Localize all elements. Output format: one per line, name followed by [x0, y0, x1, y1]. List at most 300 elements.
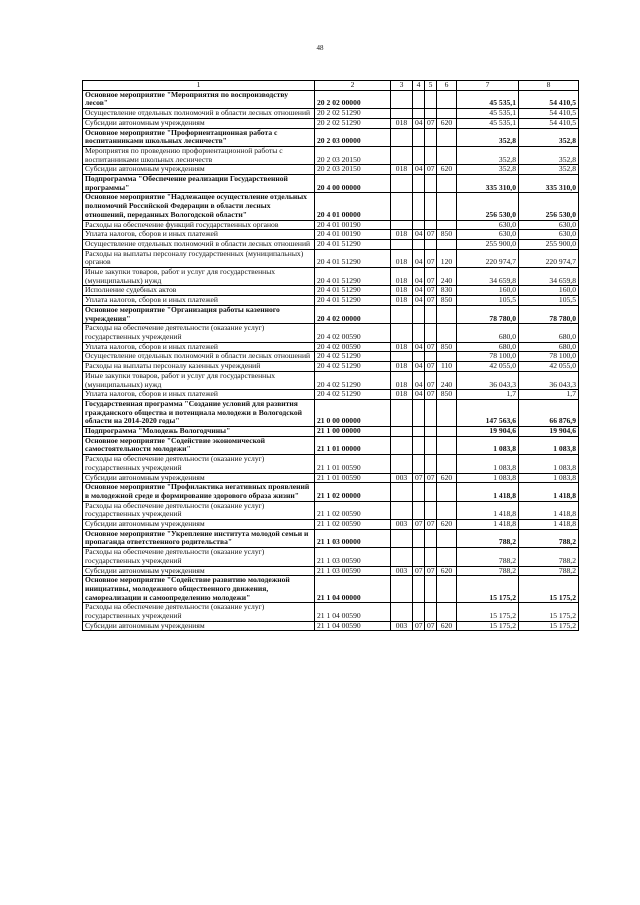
row-code-cell: 20 4 02 00590: [315, 324, 391, 342]
row-section-cell: [413, 352, 425, 362]
row-amount-year-2-cell: 78 780,0: [519, 305, 579, 323]
row-expense-type-cell: 850: [437, 342, 457, 352]
row-name-cell: Расходы на обеспечение деятельности (оказание услуг) государственных учреждений: [83, 548, 315, 566]
row-amount-year-2-cell: 15 175,2: [519, 576, 579, 603]
row-amount-year-2-cell: 36 043,3: [519, 371, 579, 389]
row-expense-type-cell: 620: [437, 621, 457, 631]
row-section-cell: [413, 239, 425, 249]
row-section-cell: [413, 436, 425, 454]
header-cell-code: 2: [315, 81, 391, 91]
row-amount-year-1-cell: 42 055,0: [457, 362, 519, 372]
table-row: [83, 286, 579, 296]
table-row: [83, 165, 579, 175]
row-subsection-cell: [425, 90, 437, 108]
row-code-cell: 20 2 03 00000: [315, 128, 391, 146]
row-expense-type-cell: 850: [437, 390, 457, 400]
header-cell-section: 4: [413, 81, 425, 91]
row-section-cell: [413, 90, 425, 108]
row-amount-year-1-cell: 45 535,1: [457, 118, 519, 128]
row-code-cell: 20 4 01 00000: [315, 193, 391, 220]
row-code-cell: 21 1 04 00590: [315, 621, 391, 631]
row-amount-year-2-cell: 15 175,2: [519, 621, 579, 631]
row-department-cell: 018: [391, 249, 413, 267]
row-subsection-cell: [425, 305, 437, 323]
row-expense-type-cell: 620: [437, 118, 457, 128]
row-amount-year-2-cell: 19 904,6: [519, 427, 579, 437]
row-amount-year-2-cell: 1 418,8: [519, 520, 579, 530]
row-expense-type-cell: 240: [437, 268, 457, 286]
row-subsection-cell: 07: [425, 118, 437, 128]
row-expense-type-cell: [437, 90, 457, 108]
row-amount-year-1-cell: 45 535,1: [457, 109, 519, 119]
row-amount-year-1-cell: 1 083,8: [457, 473, 519, 483]
row-department-cell: 018: [391, 118, 413, 128]
row-amount-year-1-cell: 1 418,8: [457, 483, 519, 501]
row-code-cell: 20 2 02 51290: [315, 109, 391, 119]
row-subsection-cell: 07: [425, 286, 437, 296]
row-section-cell: 07: [413, 520, 425, 530]
row-code-cell: 21 1 02 00000: [315, 483, 391, 501]
row-amount-year-1-cell: 105,5: [457, 296, 519, 306]
row-section-cell: [413, 324, 425, 342]
table-row: [83, 342, 579, 352]
row-subsection-cell: [425, 175, 437, 193]
table-row: [83, 566, 579, 576]
row-section-cell: 04: [413, 230, 425, 240]
row-expense-type-cell: [437, 603, 457, 621]
row-amount-year-2-cell: 220 974,7: [519, 249, 579, 267]
row-name-cell: Мероприятия по проведению профориентационной работы с воспитанниками школьных лесничеств: [83, 146, 315, 164]
row-amount-year-1-cell: 78 100,0: [457, 352, 519, 362]
table-row: [83, 520, 579, 530]
row-amount-year-2-cell: 788,2: [519, 529, 579, 547]
row-section-cell: 04: [413, 362, 425, 372]
row-department-cell: [391, 455, 413, 473]
row-amount-year-1-cell: 15 175,2: [457, 621, 519, 631]
row-code-cell: 20 4 02 51290: [315, 371, 391, 389]
row-subsection-cell: 07: [425, 371, 437, 389]
row-name-cell: Субсидии автономным учреждениям: [83, 520, 315, 530]
row-expense-type-cell: 120: [437, 249, 457, 267]
row-amount-year-1-cell: 335 310,0: [457, 175, 519, 193]
row-amount-year-2-cell: 15 175,2: [519, 603, 579, 621]
row-section-cell: 04: [413, 296, 425, 306]
table-row: [83, 118, 579, 128]
table-row: [83, 473, 579, 483]
table-row: [83, 529, 579, 547]
row-department-cell: 018: [391, 230, 413, 240]
row-section-cell: 04: [413, 268, 425, 286]
row-department-cell: [391, 352, 413, 362]
row-amount-year-1-cell: 352,8: [457, 146, 519, 164]
row-code-cell: 20 4 01 51290: [315, 268, 391, 286]
row-code-cell: 20 2 02 00000: [315, 90, 391, 108]
row-amount-year-1-cell: 680,0: [457, 324, 519, 342]
table-row: [83, 109, 579, 119]
row-name-cell: Иные закупки товаров, работ и услуг для государственных (муниципальных) нужд: [83, 268, 315, 286]
table-row: [83, 239, 579, 249]
row-name-cell: Основное мероприятие "Надлежащее осуществление отдельных полномочий Российской Федерации в области лесных отношений, переданных Вологодской области": [83, 193, 315, 220]
row-section-cell: [413, 529, 425, 547]
row-expense-type-cell: 850: [437, 230, 457, 240]
row-subsection-cell: 07: [425, 362, 437, 372]
row-subsection-cell: [425, 399, 437, 426]
row-department-cell: 018: [391, 371, 413, 389]
table-row: [83, 427, 579, 437]
table-row: [83, 146, 579, 164]
row-name-cell: Расходы на обеспечение функций государственных органов: [83, 220, 315, 230]
row-name-cell: Расходы на обеспечение деятельности (оказание услуг) государственных учреждений: [83, 603, 315, 621]
row-code-cell: 20 2 02 51290: [315, 118, 391, 128]
row-section-cell: 04: [413, 118, 425, 128]
row-expense-type-cell: [437, 128, 457, 146]
page-number: 48: [316, 44, 324, 52]
header-cell-name: 1: [83, 81, 315, 91]
table-row: [83, 296, 579, 306]
row-department-cell: [391, 193, 413, 220]
row-code-cell: 20 4 01 51290: [315, 249, 391, 267]
row-subsection-cell: 07: [425, 621, 437, 631]
row-code-cell: 20 4 02 00590: [315, 342, 391, 352]
row-department-cell: [391, 548, 413, 566]
row-expense-type-cell: [437, 175, 457, 193]
row-subsection-cell: 07: [425, 296, 437, 306]
row-amount-year-2-cell: 1 418,8: [519, 501, 579, 519]
row-name-cell: Расходы на обеспечение деятельности (оказание услуг) государственных учреждений: [83, 501, 315, 519]
row-subsection-cell: 07: [425, 520, 437, 530]
budget-table: [82, 80, 579, 631]
row-subsection-cell: [425, 529, 437, 547]
row-subsection-cell: 07: [425, 268, 437, 286]
row-name-cell: Основное мероприятие "Профилактика негативных проявлений в молодежной среде и формирование здорового образа жизни": [83, 483, 315, 501]
row-subsection-cell: [425, 352, 437, 362]
row-amount-year-2-cell: 1 083,8: [519, 473, 579, 483]
row-expense-type-cell: [437, 483, 457, 501]
table-row: [83, 436, 579, 454]
row-amount-year-2-cell: 1,7: [519, 390, 579, 400]
row-section-cell: [413, 548, 425, 566]
row-department-cell: [391, 239, 413, 249]
row-amount-year-1-cell: 680,0: [457, 342, 519, 352]
row-subsection-cell: 07: [425, 165, 437, 175]
row-amount-year-2-cell: 352,8: [519, 165, 579, 175]
row-code-cell: 20 4 02 51290: [315, 362, 391, 372]
table-row: [83, 268, 579, 286]
row-subsection-cell: 07: [425, 473, 437, 483]
row-amount-year-2-cell: 1 083,8: [519, 436, 579, 454]
table-row: [83, 305, 579, 323]
row-amount-year-1-cell: 220 974,7: [457, 249, 519, 267]
row-amount-year-2-cell: 42 055,0: [519, 362, 579, 372]
row-section-cell: [413, 576, 425, 603]
row-code-cell: 20 4 01 51290: [315, 286, 391, 296]
row-subsection-cell: 07: [425, 390, 437, 400]
row-code-cell: 20 4 02 51290: [315, 352, 391, 362]
row-department-cell: [391, 576, 413, 603]
row-name-cell: Осуществление отдельных полномочий в области лесных отношений: [83, 352, 315, 362]
row-section-cell: [413, 193, 425, 220]
row-amount-year-2-cell: 1 418,8: [519, 483, 579, 501]
row-section-cell: 04: [413, 249, 425, 267]
row-department-cell: [391, 483, 413, 501]
row-department-cell: [391, 501, 413, 519]
row-expense-type-cell: [437, 427, 457, 437]
row-expense-type-cell: [437, 455, 457, 473]
row-department-cell: 003: [391, 566, 413, 576]
row-department-cell: [391, 399, 413, 426]
row-amount-year-2-cell: 1 083,8: [519, 455, 579, 473]
row-expense-type-cell: [437, 399, 457, 426]
row-subsection-cell: 07: [425, 249, 437, 267]
row-expense-type-cell: 620: [437, 520, 457, 530]
row-code-cell: 20 4 02 51290: [315, 390, 391, 400]
table-row: [83, 128, 579, 146]
row-section-cell: [413, 220, 425, 230]
row-section-cell: [413, 109, 425, 119]
row-code-cell: 21 1 01 00590: [315, 473, 391, 483]
table-row: [83, 230, 579, 240]
header-cell-year-2: 8: [519, 81, 579, 91]
header-cell-expense-type: 6: [437, 81, 457, 91]
row-subsection-cell: [425, 128, 437, 146]
row-name-cell: Субсидии автономным учреждениям: [83, 118, 315, 128]
table-row: [83, 362, 579, 372]
row-expense-type-cell: 830: [437, 286, 457, 296]
row-name-cell: Уплата налогов, сборов и иных платежей: [83, 342, 315, 352]
table-row: [83, 90, 579, 108]
row-department-cell: 018: [391, 296, 413, 306]
row-code-cell: 21 1 01 00590: [315, 455, 391, 473]
row-name-cell: Субсидии автономным учреждениям: [83, 473, 315, 483]
row-department-cell: 003: [391, 520, 413, 530]
row-department-cell: [391, 175, 413, 193]
row-section-cell: [413, 305, 425, 323]
row-subsection-cell: [425, 220, 437, 230]
row-section-cell: 07: [413, 566, 425, 576]
row-expense-type-cell: [437, 576, 457, 603]
header-row: [83, 81, 579, 91]
row-amount-year-2-cell: 630,0: [519, 230, 579, 240]
row-expense-type-cell: [437, 436, 457, 454]
row-code-cell: 21 1 04 00590: [315, 603, 391, 621]
row-expense-type-cell: [437, 324, 457, 342]
table-row: [83, 548, 579, 566]
row-department-cell: 003: [391, 621, 413, 631]
row-code-cell: 21 1 02 00590: [315, 501, 391, 519]
row-expense-type-cell: [437, 146, 457, 164]
row-amount-year-1-cell: 352,8: [457, 128, 519, 146]
row-name-cell: Субсидии автономным учреждениям: [83, 621, 315, 631]
row-amount-year-1-cell: 1 083,8: [457, 455, 519, 473]
row-expense-type-cell: [437, 193, 457, 220]
row-amount-year-2-cell: 788,2: [519, 548, 579, 566]
row-department-cell: [391, 427, 413, 437]
table-row: [83, 399, 579, 426]
row-subsection-cell: [425, 436, 437, 454]
row-amount-year-1-cell: 45 535,1: [457, 90, 519, 108]
header-cell-year-1: 7: [457, 81, 519, 91]
row-subsection-cell: [425, 603, 437, 621]
table-row: [83, 220, 579, 230]
row-amount-year-1-cell: 15 175,2: [457, 603, 519, 621]
row-expense-type-cell: [437, 548, 457, 566]
row-expense-type-cell: [437, 352, 457, 362]
row-subsection-cell: 07: [425, 342, 437, 352]
row-code-cell: 21 1 04 00000: [315, 576, 391, 603]
row-name-cell: Подпрограмма "Молодежь Вологодчины": [83, 427, 315, 437]
row-section-cell: [413, 128, 425, 146]
row-amount-year-1-cell: 34 659,8: [457, 268, 519, 286]
row-name-cell: Субсидии автономным учреждениям: [83, 566, 315, 576]
row-name-cell: Уплата налогов, сборов и иных платежей: [83, 296, 315, 306]
row-expense-type-cell: 620: [437, 566, 457, 576]
row-amount-year-1-cell: 630,0: [457, 220, 519, 230]
row-name-cell: Основное мероприятие "Организация работы казенного учреждения": [83, 305, 315, 323]
row-section-cell: [413, 427, 425, 437]
table-row: [83, 576, 579, 603]
row-section-cell: [413, 455, 425, 473]
table-row: [83, 371, 579, 389]
row-amount-year-2-cell: 630,0: [519, 220, 579, 230]
row-section-cell: [413, 501, 425, 519]
row-section-cell: 04: [413, 390, 425, 400]
row-code-cell: 20 4 01 51290: [315, 296, 391, 306]
row-subsection-cell: [425, 501, 437, 519]
row-amount-year-1-cell: 352,8: [457, 165, 519, 175]
row-code-cell: 21 0 00 00000: [315, 399, 391, 426]
row-department-cell: 018: [391, 286, 413, 296]
row-subsection-cell: [425, 193, 437, 220]
row-name-cell: Расходы на обеспечение деятельности (оказание услуг) государственных учреждений: [83, 455, 315, 473]
row-code-cell: 20 2 03 20150: [315, 165, 391, 175]
row-name-cell: Расходы на выплаты персоналу казенных учреждений: [83, 362, 315, 372]
row-name-cell: Основное мероприятие "Профориентационная работа с воспитанниками школьных лесничеств": [83, 128, 315, 146]
row-code-cell: 21 1 00 00000: [315, 427, 391, 437]
row-department-cell: [391, 436, 413, 454]
row-department-cell: [391, 324, 413, 342]
row-subsection-cell: [425, 548, 437, 566]
row-amount-year-2-cell: 255 900,0: [519, 239, 579, 249]
row-code-cell: 21 1 03 00590: [315, 566, 391, 576]
row-amount-year-2-cell: 54 410,5: [519, 90, 579, 108]
row-subsection-cell: [425, 455, 437, 473]
row-expense-type-cell: 240: [437, 371, 457, 389]
row-code-cell: 20 4 02 00000: [315, 305, 391, 323]
row-amount-year-2-cell: 54 410,5: [519, 109, 579, 119]
row-section-cell: 04: [413, 342, 425, 352]
row-amount-year-1-cell: 160,0: [457, 286, 519, 296]
header-cell-department: 3: [391, 81, 413, 91]
row-department-cell: 018: [391, 342, 413, 352]
row-subsection-cell: [425, 427, 437, 437]
row-amount-year-1-cell: 147 563,6: [457, 399, 519, 426]
row-code-cell: 20 4 00 00000: [315, 175, 391, 193]
row-section-cell: [413, 146, 425, 164]
row-name-cell: Государственная программа "Создание условий для развития гражданского общества и потенциала молодежи в Вологодской области на 2014-2020 годы": [83, 399, 315, 426]
row-name-cell: Осуществление отдельных полномочий в области лесных отношений: [83, 239, 315, 249]
row-amount-year-1-cell: 1,7: [457, 390, 519, 400]
row-code-cell: 21 1 03 00590: [315, 548, 391, 566]
row-amount-year-1-cell: 788,2: [457, 566, 519, 576]
table-row: [83, 483, 579, 501]
row-subsection-cell: [425, 576, 437, 603]
row-department-cell: [391, 220, 413, 230]
row-amount-year-2-cell: 66 876,9: [519, 399, 579, 426]
table-row: [83, 193, 579, 220]
row-amount-year-2-cell: 680,0: [519, 342, 579, 352]
row-expense-type-cell: [437, 501, 457, 519]
row-amount-year-2-cell: 256 530,0: [519, 193, 579, 220]
row-subsection-cell: [425, 324, 437, 342]
table-row: [83, 390, 579, 400]
row-name-cell: Расходы на обеспечение деятельности (оказание услуг) государственных учреждений: [83, 324, 315, 342]
table-row: [83, 352, 579, 362]
row-code-cell: 21 1 02 00590: [315, 520, 391, 530]
row-expense-type-cell: [437, 109, 457, 119]
row-amount-year-1-cell: 630,0: [457, 230, 519, 240]
row-section-cell: [413, 399, 425, 426]
row-department-cell: 018: [391, 390, 413, 400]
row-amount-year-1-cell: 1 083,8: [457, 436, 519, 454]
row-section-cell: 07: [413, 621, 425, 631]
row-subsection-cell: [425, 239, 437, 249]
row-department-cell: [391, 128, 413, 146]
row-department-cell: [391, 109, 413, 119]
row-expense-type-cell: [437, 239, 457, 249]
row-department-cell: [391, 146, 413, 164]
row-amount-year-1-cell: 256 530,0: [457, 193, 519, 220]
row-name-cell: Иные закупки товаров, работ и услуг для государственных (муниципальных) нужд: [83, 371, 315, 389]
row-amount-year-2-cell: 160,0: [519, 286, 579, 296]
row-department-cell: 018: [391, 362, 413, 372]
row-subsection-cell: 07: [425, 230, 437, 240]
row-section-cell: 04: [413, 165, 425, 175]
row-name-cell: Уплата налогов, сборов и иных платежей: [83, 390, 315, 400]
row-amount-year-1-cell: 1 418,8: [457, 520, 519, 530]
row-amount-year-1-cell: 36 043,3: [457, 371, 519, 389]
table-row: [83, 621, 579, 631]
row-amount-year-2-cell: 352,8: [519, 128, 579, 146]
row-subsection-cell: [425, 146, 437, 164]
row-amount-year-2-cell: 34 659,8: [519, 268, 579, 286]
row-code-cell: 20 4 01 51290: [315, 239, 391, 249]
row-amount-year-2-cell: 105,5: [519, 296, 579, 306]
row-amount-year-1-cell: 255 900,0: [457, 239, 519, 249]
row-amount-year-1-cell: 78 780,0: [457, 305, 519, 323]
row-department-cell: [391, 529, 413, 547]
row-expense-type-cell: 850: [437, 296, 457, 306]
row-name-cell: Основное мероприятие "Содействие экономической самостоятельности молодежи": [83, 436, 315, 454]
row-amount-year-1-cell: 788,2: [457, 529, 519, 547]
row-amount-year-2-cell: 78 100,0: [519, 352, 579, 362]
row-expense-type-cell: 620: [437, 473, 457, 483]
table-row: [83, 455, 579, 473]
row-amount-year-1-cell: 19 904,6: [457, 427, 519, 437]
row-section-cell: [413, 603, 425, 621]
row-name-cell: Расходы на выплаты персоналу государственных (муниципальных) органов: [83, 249, 315, 267]
row-subsection-cell: 07: [425, 566, 437, 576]
row-name-cell: Уплата налогов, сборов и иных платежей: [83, 230, 315, 240]
row-department-cell: 018: [391, 268, 413, 286]
row-department-cell: [391, 305, 413, 323]
row-subsection-cell: [425, 109, 437, 119]
row-department-cell: [391, 603, 413, 621]
row-amount-year-1-cell: 788,2: [457, 548, 519, 566]
row-expense-type-cell: [437, 529, 457, 547]
header-cell-subsection: 5: [425, 81, 437, 91]
row-expense-type-cell: 620: [437, 165, 457, 175]
row-amount-year-2-cell: 680,0: [519, 324, 579, 342]
